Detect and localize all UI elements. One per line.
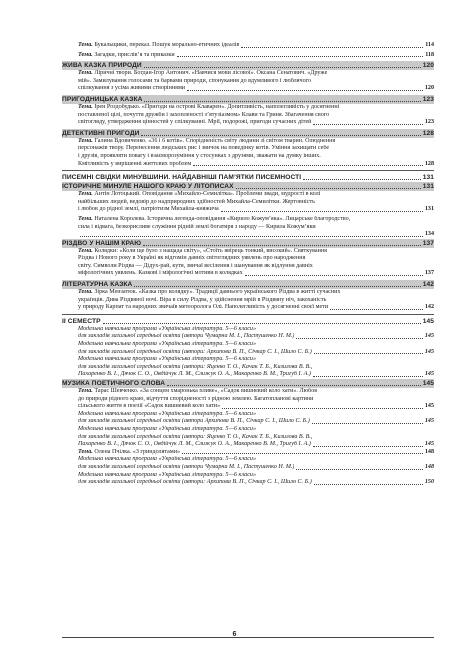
dot-leader	[103, 323, 421, 324]
toc-program-line	[62, 434, 434, 442]
topic-label: Тема.	[78, 448, 93, 455]
page-ref: 118	[425, 51, 434, 58]
toc-program-line	[62, 356, 434, 364]
page-ref: 131	[422, 183, 434, 191]
toc-entry-text	[62, 129, 139, 138]
entry-title: міфологічних уявлень. Казкові і міфологічні мотиви в колядках	[78, 270, 243, 277]
entry-title: для закладів загальної середньої освіти (автори: Архипова В. П., Січкар С. І., Шило С. Б.)	[78, 479, 312, 486]
entry-title: Ірен Роздобудько. «Пригоди на острові Клаварен». Допитливість, наполегливість у досягненні	[92, 103, 340, 110]
toc-text-line	[62, 153, 434, 161]
page-ref: 142	[424, 304, 434, 311]
toc-entry-text	[78, 104, 339, 110]
toc-text-line	[62, 297, 434, 305]
toc-entry-text	[78, 52, 175, 60]
dot-leader	[144, 67, 421, 68]
entry-title: Модельна навчальна програма «Українська література. 5—6 класи»	[78, 425, 257, 432]
entry-title: ЛІТЕРАТУРНА КАЗКА	[62, 281, 133, 289]
entry-title: для закладів загальної середньої освіти (автори: Яценко Т. О., Качак Т. Б., Кизилова В. В.,	[78, 363, 313, 370]
toc-text-line	[62, 289, 434, 297]
page-ref: 114	[425, 42, 434, 48]
topic-label: Тема.	[78, 42, 93, 48]
entry-title: Модельна навчальна програма «Українська література. 5—6 класи»	[78, 341, 257, 348]
entry-title: Модельна навчальна програма «Українська література. 5—6 класи»	[78, 410, 257, 417]
page-ref: 123	[424, 119, 434, 126]
toc-entry-text	[62, 317, 101, 326]
toc-entry-text	[78, 270, 243, 278]
toc-program-line	[62, 426, 434, 434]
entry-title: Пахаренко В. І., Дячок С. О., Овдійчук Л. М., Слижук О. А., Макаренко В. М., Тригуб І. А.)	[78, 371, 311, 378]
toc-entry-text	[78, 364, 312, 370]
toc-section-heading	[62, 173, 434, 182]
toc-section-heading	[62, 182, 434, 191]
toc-entry-text	[78, 479, 312, 487]
toc-text-line	[62, 263, 434, 271]
section-divider	[62, 170, 434, 171]
toc-text-line	[62, 388, 434, 396]
entry-title: Кмітливість у вирішенні життєвих проблем	[78, 160, 192, 167]
toc-entry-text	[78, 138, 335, 144]
toc-entry-text	[78, 472, 256, 478]
toc-entry	[62, 464, 434, 472]
page-ref: 148	[424, 463, 434, 470]
toc-entry-text	[78, 199, 315, 205]
toc-entry-text	[78, 248, 327, 254]
entry-title: і любов до рідної землі, патріотизм Михайла-княжича	[78, 206, 219, 213]
toc-entry-text	[62, 95, 142, 104]
dot-leader	[193, 165, 423, 166]
toc-entry-text	[78, 85, 185, 93]
entry-title: сільського життя в поезії «Садок вишневий коло хати»	[78, 403, 221, 410]
page-ref: 120	[424, 85, 434, 92]
entry-title: Антін Лотоцький. Оповідання «Михайло-Семилітка». Проблеми звади, мудрості в колі	[92, 191, 321, 198]
toc-entry-text	[62, 280, 132, 289]
toc-entry-text	[78, 297, 326, 303]
toc-text-line	[62, 191, 434, 199]
toc-text-line	[62, 70, 434, 78]
topic-label: Тема.	[78, 388, 93, 394]
page-ref: 128	[424, 160, 434, 167]
toc-entry-text	[62, 379, 165, 388]
toc-entry-text	[78, 426, 256, 432]
entry-title: Модельна навчальна програма «Українська література. 5—6 класи»	[78, 471, 257, 478]
page-ref: 123	[422, 95, 434, 103]
entry-title: Ліричні твори. Богдан-Ігор Антонич. «Навчися мови лісової». Оксана Сенатович. «Дружe	[92, 70, 328, 77]
toc-entry-text	[78, 191, 320, 197]
entry-title: для закладів загальної середньої освіти (автори: Яценко Т. О., Качак Т. Б., Кизилова В. В.,	[78, 433, 313, 440]
toc-program-line	[62, 472, 434, 480]
entry-title: українців. Дива Різдвяної ночі. Віра в силу Різдва, у здійснення мрій в Різдвяну ніч, закоханість	[78, 296, 327, 303]
page-ref: 145	[424, 333, 434, 340]
toc-entry	[62, 206, 434, 214]
entry-title: ІСТОРИЧНЕ МИНУЛЕ НАШОГО КРАЮ У ЛІТОПИСАХ	[62, 183, 234, 191]
toc-section-heading	[62, 129, 434, 138]
toc-section-heading	[62, 239, 434, 248]
toc-entry	[62, 479, 434, 487]
toc-entry-text	[78, 153, 321, 159]
page-ref: 137	[424, 270, 434, 277]
toc-entry	[62, 349, 434, 357]
table-of-contents	[62, 42, 434, 487]
toc-entry	[62, 304, 434, 312]
topic-label: Тема.	[78, 70, 93, 77]
toc-entry-text	[78, 434, 312, 440]
toc-text-line	[62, 216, 434, 224]
toc-section-heading	[62, 317, 434, 326]
entry-title: ІІ СЕМЕСТР	[62, 317, 101, 325]
entry-title: Олена Пчілка. «З гриндолятами»	[92, 448, 180, 455]
entry-title: і друзів, проявляти повагу і взаєморозуміння у стосунках з друзями, зважати на думку інших.	[78, 152, 321, 159]
toc-entry-text	[78, 388, 317, 394]
toc-entry	[62, 42, 434, 50]
page-ref: 145	[424, 441, 434, 448]
entry-title: ЖИВА КАЗКА ПРИРОДИ	[62, 62, 142, 70]
topic-label: Тема.	[78, 215, 93, 222]
dot-leader	[245, 275, 423, 276]
toc-entry	[62, 333, 434, 341]
toc-entry-text	[78, 263, 313, 269]
page-ref: 145	[424, 403, 434, 410]
dot-leader	[313, 446, 423, 447]
toc-entry-text	[78, 396, 313, 402]
entry-title: для закладів загальної середньої освіти (автори Чумарна М. І., Пастушенко Н. М.)	[78, 463, 295, 470]
dot-leader	[303, 179, 420, 180]
toc-entry	[62, 418, 434, 426]
toc-entry-text	[78, 119, 311, 127]
toc-entry	[62, 52, 434, 60]
toc-text-line	[62, 104, 434, 112]
dot-leader	[314, 353, 423, 354]
toc-entry-text	[78, 206, 219, 214]
toc-entry-text	[78, 326, 256, 332]
dot-leader	[313, 376, 423, 377]
dot-leader	[222, 408, 423, 409]
toc-entry-text	[78, 333, 294, 341]
topic-label: Тема.	[78, 51, 93, 58]
entry-title: ДЕТЕКТИВНІ ПРИГОДИ	[62, 129, 140, 137]
toc-entry-text	[78, 216, 350, 222]
toc-program-line	[62, 326, 434, 334]
toc-entry-text	[78, 145, 329, 151]
toc-program-line	[62, 364, 434, 372]
toc-entry-text	[78, 449, 180, 457]
toc-entry-text	[78, 255, 305, 261]
toc-text-line	[62, 112, 434, 120]
toc-entry-text	[62, 239, 141, 248]
toc-text-line	[62, 255, 434, 263]
entry-title: Колядки: «Коли ще було з нащада світу», «Стоїть явірець тонкий, високий». Святкування	[92, 247, 327, 254]
toc-entry	[62, 441, 434, 449]
toc-entry-text	[78, 78, 311, 84]
entry-title: поставленої цілі, почуття дружби і захопленості з’ятузіазмом» Клави та Гриня. Збагачення свого	[78, 111, 330, 118]
page-ref: 131	[422, 174, 434, 182]
toc-entry	[62, 371, 434, 379]
entry-title: РІЗДВО У НАШІМ КРАЮ	[62, 239, 142, 247]
page-ref: 128	[422, 129, 434, 137]
entry-title: сила і відвага, безкорисливе служіння рідній землі богатиря з народу — Кирила Кожум’яки	[78, 223, 316, 230]
toc-text-line	[62, 78, 434, 86]
page-ref: 131	[424, 206, 434, 213]
toc-entry	[62, 270, 434, 278]
entry-title: Галина Вдовиченко. «36 і 6 котів». Спорідненість світу людини зі світом тварин. Олюднення	[92, 137, 336, 144]
entry-title: у природу Карпат та народних звичаїв метеоролога Олі. Наполегливість у досягненні своєї мети	[78, 304, 329, 311]
dot-leader	[134, 286, 420, 287]
entry-title: персонажів твору. Перенесення людських рис і звичок на поведінку котів. Уміння захищати себе	[78, 145, 330, 152]
entry-title: Модельна навчальна програма «Українська література. 5—6 класи»	[78, 356, 257, 363]
toc-entry	[62, 231, 434, 239]
page-ref: 150	[424, 479, 434, 486]
toc-entry-text	[78, 403, 220, 411]
topic-label: Тема.	[78, 137, 93, 144]
toc-section-heading	[62, 379, 434, 388]
toc-text-line	[62, 138, 434, 146]
dot-leader	[141, 135, 420, 136]
dot-leader	[330, 309, 423, 310]
entry-title: для закладів загальної середньої освіти (автори: Архипова В. П., Січкар С. І., Шило С. Б.)	[78, 348, 312, 355]
toc-text-line	[62, 248, 434, 256]
dot-leader	[143, 245, 421, 246]
entry-title: Наталена Королева. Історична легенда-оповідання «Кирило Кожум’яка». Лицарське благородство,	[92, 215, 351, 222]
dot-leader	[296, 338, 422, 339]
toc-entry-text	[78, 161, 191, 169]
topic-label: Тема.	[78, 191, 93, 198]
toc-entry-text	[62, 61, 142, 70]
toc-entry	[62, 119, 434, 127]
entry-title: МУЗИКА ПОЕТИЧНОГО СЛОВА	[62, 380, 166, 387]
entry-title: спілкування з усіма живими створіннями	[78, 85, 186, 92]
toc-entry-text	[62, 182, 234, 191]
entry-title: для закладів загальної середньої освіти (автори Чумарна М. І., Пастушенко Н. М.)	[78, 333, 295, 340]
dot-leader	[221, 211, 423, 212]
dot-leader	[314, 484, 423, 485]
toc-entry-text	[78, 441, 311, 449]
entry-title: найбільших людей, ведовір до надприродних здібностей Михайла-Семилітки. Жертовність	[78, 198, 315, 205]
topic-label: Тема.	[78, 247, 93, 254]
toc-entry-text	[78, 224, 316, 230]
entry-title: Букальщики, переказ. Пошук морально-етичних ідеалів	[92, 42, 240, 48]
toc-text-line	[62, 145, 434, 153]
dot-leader	[80, 236, 423, 237]
entry-title: до природи рідного краю, відчуття спорідненості з рідною землею. Багатоплановi картини	[78, 395, 314, 402]
entry-title: Загадки, прислів’я та приказки	[92, 51, 175, 58]
toc-text-line	[62, 224, 434, 232]
dot-leader	[182, 453, 423, 454]
toc-entry-text	[78, 464, 294, 472]
page-ref: 145	[424, 418, 434, 425]
page-ref: 148	[424, 448, 434, 455]
dot-leader	[167, 385, 421, 386]
entry-title: Зірка Мензатюк. «Казка про колядку». Традиції давнього українського Різдва в житті сучасних	[92, 289, 341, 296]
toc-entry-text	[78, 349, 312, 357]
toc-entry-text	[78, 42, 239, 50]
entry-title: для закладів загальної середньої освіти (автори Архипова В. П., Січкар С. І., Шило С. Б.)	[78, 418, 310, 425]
entry-title: світогляду, утвердження цінностей у спілкуванні. Мрії, подорожі, пригоди сучасних дітей	[78, 119, 312, 126]
dot-leader	[187, 90, 423, 91]
toc-entry	[62, 403, 434, 411]
toc-section-heading	[62, 61, 434, 70]
entry-title: Різдва і Нового року в Україні як відгомін давніх світоглядних уявлень про народження	[78, 255, 306, 262]
page-ref: 145	[422, 317, 434, 325]
toc-section-heading	[62, 280, 434, 289]
toc-program-line	[62, 341, 434, 349]
entry-title: Пахаренко В. І., Дячок С. О., Овдійчук Л. М., Слижук О. А., Макаренко В. М., Тригуб І. А.)	[78, 441, 311, 448]
topic-label: Тема.	[78, 103, 93, 110]
page-ref: 134	[424, 231, 434, 238]
entry-title: Модельна навчальна програма «Українська література. 5—6 класи»	[78, 325, 257, 332]
toc-entry	[62, 161, 434, 169]
toc-program-line	[62, 456, 434, 464]
page-ref: 142	[422, 281, 434, 289]
toc-entry-text	[78, 418, 310, 426]
toc-text-line	[62, 199, 434, 207]
toc-entry-text	[62, 173, 301, 182]
dot-leader	[144, 101, 420, 102]
dot-leader	[236, 188, 421, 189]
page-ref: 120	[422, 62, 434, 70]
section-divider	[62, 314, 434, 315]
toc-section-heading	[62, 95, 434, 104]
toc-entry	[62, 85, 434, 93]
page-number: 6	[232, 631, 237, 638]
dot-leader	[312, 423, 423, 424]
entry-title: Тарас Шевченко. «За сонцем хмаронька пливе», «Садок вишневий коло хати». Любов	[92, 388, 318, 394]
toc-entry-text	[78, 371, 311, 379]
topic-label: Тема.	[78, 289, 93, 296]
toc-entry-text	[78, 411, 256, 417]
toc-entry-text	[78, 356, 256, 362]
dot-leader	[177, 56, 424, 57]
entry-title: мій». Замилування голосами та барвами природи, спонукання до вдумливого і люблячого	[78, 77, 312, 84]
page-ref: 137	[422, 239, 434, 247]
toc-entry-text	[78, 456, 256, 462]
page-ref: 145	[422, 380, 434, 387]
entry-title: ПРИГОДНИЦЬКА КАЗКА	[62, 95, 143, 103]
page-ref: 145	[424, 371, 434, 378]
entry-title: Модельна навчальна програма «Українська література. 5—6 класи»	[78, 456, 257, 463]
toc-entry-text	[78, 304, 328, 312]
toc-entry-text	[78, 70, 327, 76]
page-ref: 145	[424, 348, 434, 355]
toc-entry-text	[78, 341, 256, 347]
dot-leader	[313, 124, 422, 125]
dot-leader	[241, 47, 423, 48]
toc-program-line	[62, 411, 434, 419]
toc-entry-text	[78, 289, 340, 295]
toc-entry-text	[78, 112, 329, 118]
entry-title: ПИСЕМНІ СВІДКИ МИНУВШИНИ. НАЙДАВНІШІ ПАМ’ЯТКИ ПИСЕМНОСТІ	[62, 174, 302, 182]
dot-leader	[296, 469, 422, 470]
toc-text-line	[62, 396, 434, 404]
toc-entry	[62, 449, 434, 457]
entry-title: світу. Символи Різдва — Дідух-рай, кутя, звичаї весілення і шанування як відлуння давніх	[78, 262, 313, 269]
